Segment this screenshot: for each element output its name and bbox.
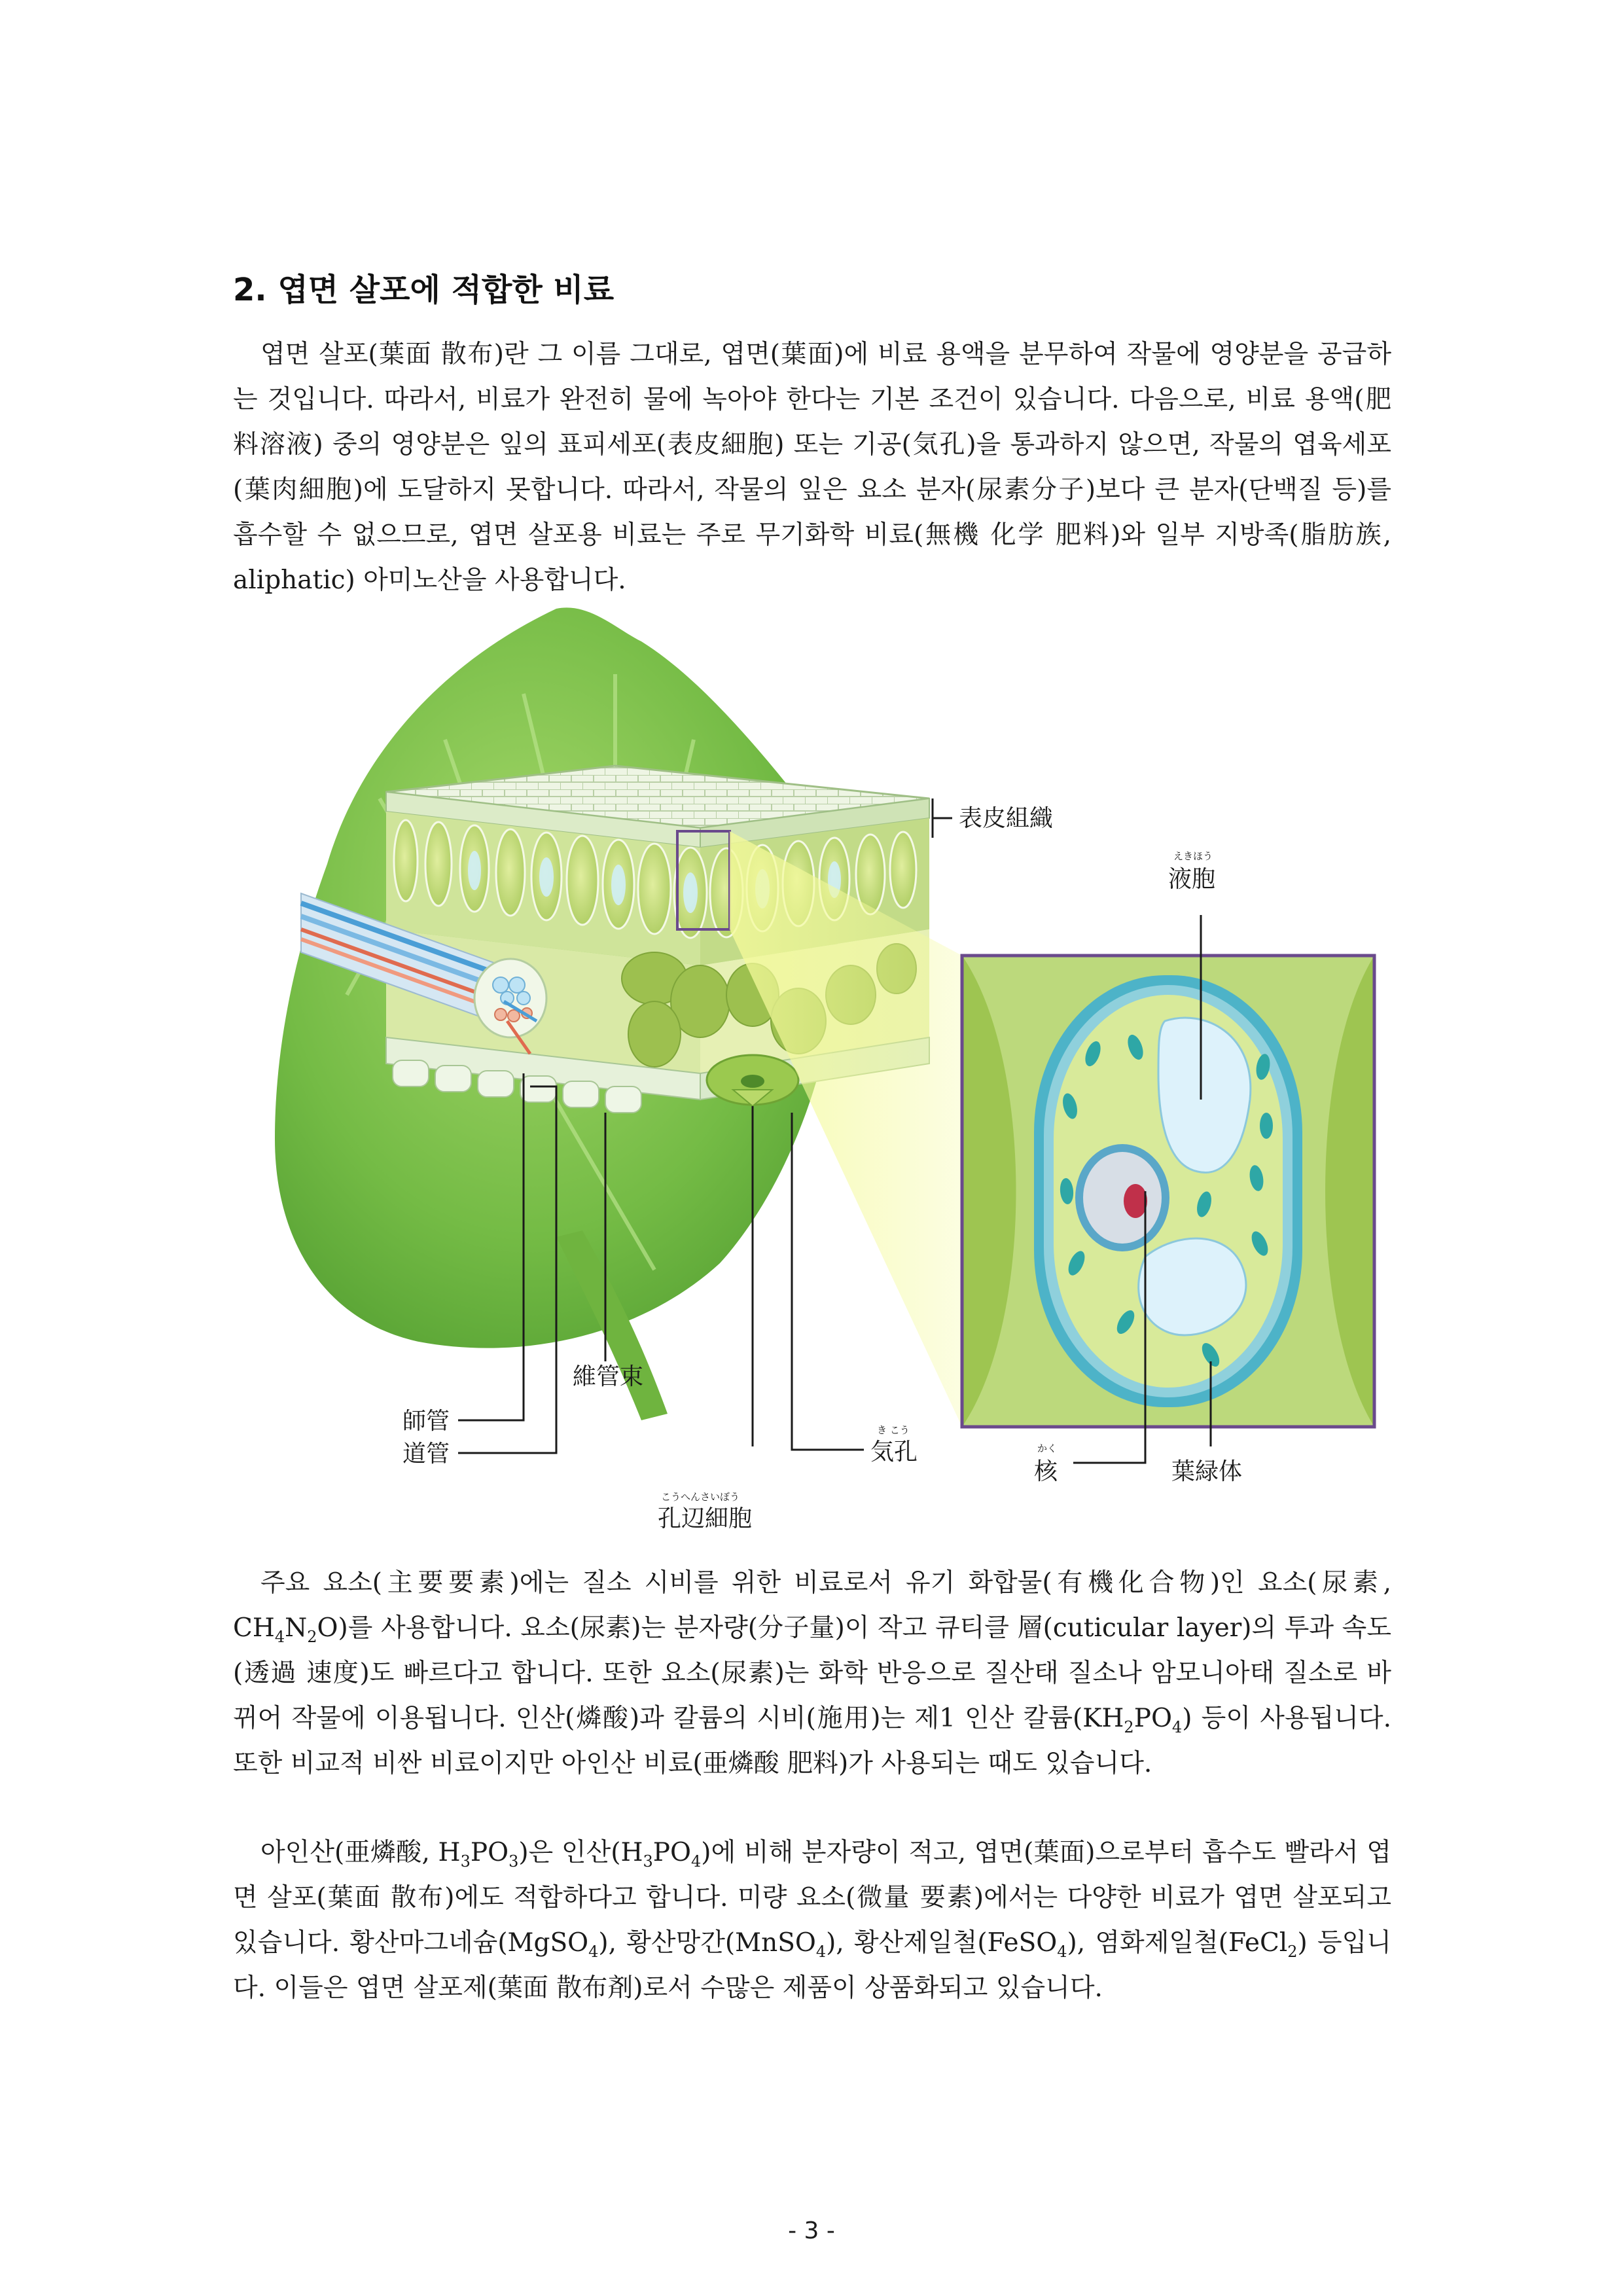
label-guard-cell: 孔辺細胞	[658, 1505, 753, 1532]
leaf-cross-section-figure	[249, 602, 1387, 1538]
paragraph-macronutrients: 주요 요소(主要要素)에는 질소 시비를 위한 비료로서 유기 화합물(有機化合物)인 요소(尿素, $CH_4N_2O$)를 사용합니다. 요소(尿素)는 분자량(分子量)이 작고 큐티클 層(cuticular layer)의 투과 속도(透過 速度)도 빠르다고 합니다. 또한 요소(尿素)는 화학 반응으로 질산태 질소나 암모니아태 질소로 바뀌어 작물에 이용됩니다. 인산(燐酸)과 칼륨의 시비(施用)는 제1 인산 칼륨$(KH_2PO_4)$ 등이 사용됩니다. 또한 비교적 비싼 비료이지만 아인산 비료(亜燐酸 肥料)가 사용되는 때도 있습니다.	[233, 1568, 1391, 1778]
section-heading: 2. 엽면 살포에 적합한 비료	[233, 272, 615, 308]
label-stoma: 気孔	[870, 1439, 918, 1465]
label-vacuole-ruby: えきほう	[1173, 850, 1213, 862]
label-vacuole: 液胞	[1168, 866, 1216, 893]
label-phloem: 師管	[402, 1408, 450, 1435]
paragraph-foliar-spray-intro: 엽면 살포(葉面 散布)란 그 이름 그대로, 엽면(葉面)에 비료 용액을 분무하여 작물에 영양분을 공급하는 것입니다. 따라서, 비료가 완전히 물에 녹아야 한다는 기본 조건이 있습니다. 다음으로, 비료 용액(肥料溶液) 중의 영양분은 잎의 표피세포(表皮細胞) 또는 기공(気孔)을 통과하지 않으면, 작물의 엽육세포(葉肉細胞)에 도달하지 못합니다. 따라서, 작물의 잎은 요소 분자(尿素分子)보다 큰 분자(단백질 등)를 흡수할 수 없으므로, 엽면 살포용 비료는 주로 무기화학 비료(無機 化学 肥料)와 일부 지방족(脂肪族, aliphatic) 아미노산을 사용합니다.	[233, 340, 1391, 595]
label-chloroplast: 葉緑体	[1171, 1458, 1243, 1485]
nucleolus	[1124, 1184, 1147, 1218]
label-stoma-ruby: き こう	[877, 1424, 910, 1436]
stoma-guard-cells	[707, 1055, 798, 1106]
label-guard-cell-ruby: こうへんさいぼう	[661, 1491, 740, 1503]
label-nucleus-ruby: かく	[1037, 1443, 1058, 1454]
label-xylem: 道管	[402, 1441, 450, 1467]
page-number: - 3 -	[788, 2217, 835, 2244]
label-nucleus: 核	[1034, 1458, 1058, 1485]
label-vascular-bundle: 維管束	[573, 1363, 644, 1390]
label-epidermis: 表皮組織	[959, 805, 1054, 832]
paragraph-phosphorous-acid-micronutrients: 아인산(亜燐酸, $H_3PO_3$)은 인산$(H_3PO_4)$에 비해 분자량이 적고, 엽면(葉面)으로부터 흡수도 빨라서 엽면 살포(葉面 散布)에도 적합하다고 합니다. 미량 요소(微量 要素)에서는 다양한 비료가 엽면 살포되고 있습니다. 황산마그네슘(MgSO$_4$), 황산망간(MnSO$_4$), 황산제일철(FeSO$_4$), 염화제일철(FeCl$_2$) 등입니다. 이들은 엽면 살포제(葉面 散布剤)로서 수많은 제품이 상품화되고 있습니다.	[233, 1838, 1391, 2003]
zoomed-cell-inset	[962, 956, 1374, 1427]
